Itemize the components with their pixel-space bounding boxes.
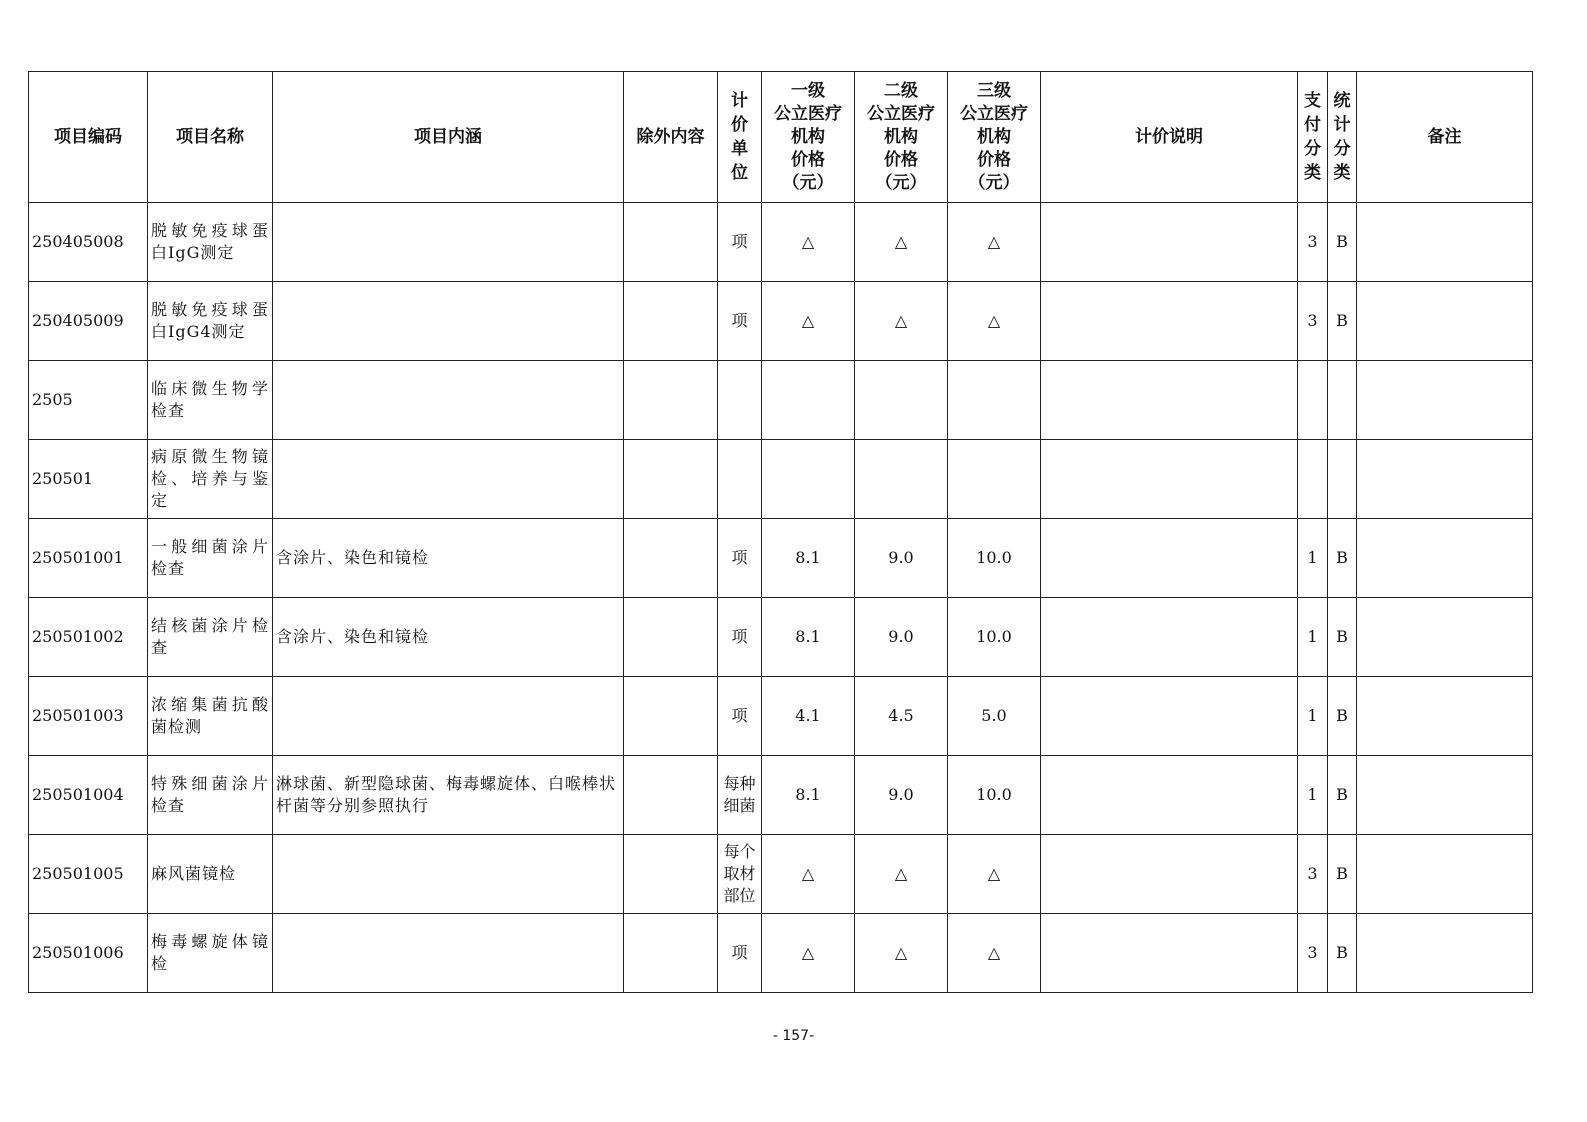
header-price2-line: （元） — [875, 172, 927, 193]
cell-price1: 8.1 — [762, 519, 855, 598]
cell-remark — [1357, 519, 1533, 598]
cell-name: 梅毒螺旋体镜检 — [148, 914, 273, 993]
cell-price1: 4.1 — [762, 677, 855, 756]
cell-price1: △ — [762, 203, 855, 282]
cell-payment: 1 — [1298, 519, 1328, 598]
cell-remark — [1357, 440, 1533, 519]
cell-name: 浓缩集菌抗酸菌检测 — [148, 677, 273, 756]
header-code: 项目编码 — [29, 72, 148, 203]
cell-content — [273, 361, 624, 440]
header-price2 — [855, 72, 948, 203]
cell-excluded — [624, 598, 718, 677]
table-row — [29, 756, 1533, 835]
cell-content — [273, 440, 624, 519]
cell-price1: △ — [762, 835, 855, 914]
cell-explanation — [1041, 519, 1298, 598]
table-row — [29, 835, 1533, 914]
cell-unit: 项 — [718, 914, 762, 993]
cell-stat — [1328, 361, 1357, 440]
header-price1 — [762, 72, 855, 203]
cell-excluded — [624, 677, 718, 756]
cell-price2: 9.0 — [855, 598, 948, 677]
cell-price3: 10.0 — [948, 519, 1041, 598]
cell-content — [273, 914, 624, 993]
cell-code: 250501005 — [29, 835, 148, 914]
cell-content — [273, 282, 624, 361]
header-explanation: 计价说明 — [1041, 72, 1298, 203]
cell-payment: 1 — [1298, 756, 1328, 835]
cell-name: 一般细菌涂片检查 — [148, 519, 273, 598]
table-row — [29, 598, 1533, 677]
cell-price1 — [762, 361, 855, 440]
header-price1-line: （元） — [782, 172, 834, 193]
cell-stat: B — [1328, 914, 1357, 993]
cell-excluded — [624, 756, 718, 835]
cell-content — [273, 677, 624, 756]
cell-remark — [1357, 835, 1533, 914]
header-price1-line: 价格 — [791, 149, 825, 170]
cell-payment: 1 — [1298, 677, 1328, 756]
cell-price1 — [762, 440, 855, 519]
cell-price2: △ — [855, 914, 948, 993]
cell-price1: 8.1 — [762, 598, 855, 677]
cell-remark — [1357, 914, 1533, 993]
table-row — [29, 361, 1533, 440]
header-price1-line: 公立医疗 — [774, 103, 842, 124]
cell-price3: 5.0 — [948, 677, 1041, 756]
header-price2-line: 机构 — [884, 126, 918, 147]
cell-unit: 项 — [718, 519, 762, 598]
cell-content: 含涂片、染色和镜检 — [273, 598, 624, 677]
cell-name: 结核菌涂片检查 — [148, 598, 273, 677]
cell-unit: 项 — [718, 677, 762, 756]
cell-stat — [1328, 440, 1357, 519]
cell-excluded — [624, 282, 718, 361]
cell-unit: 项 — [718, 203, 762, 282]
cell-price1: △ — [762, 914, 855, 993]
cell-price1: △ — [762, 282, 855, 361]
cell-code: 250501003 — [29, 677, 148, 756]
cell-stat: B — [1328, 203, 1357, 282]
cell-payment — [1298, 440, 1328, 519]
cell-remark — [1357, 598, 1533, 677]
cell-code: 250405008 — [29, 203, 148, 282]
cell-payment: 3 — [1298, 282, 1328, 361]
cell-content: 淋球菌、新型隐球菌、梅毒螺旋体、白喉棒状杆菌等分别参照执行 — [273, 756, 624, 835]
header-row — [29, 72, 1533, 203]
header-excluded: 除外内容 — [624, 72, 718, 203]
cell-code: 250405009 — [29, 282, 148, 361]
header-remark: 备注 — [1357, 72, 1533, 203]
cell-unit: 每种细菌 — [718, 756, 762, 835]
cell-content: 含涂片、染色和镜检 — [273, 519, 624, 598]
cell-price3 — [948, 361, 1041, 440]
header-name: 项目名称 — [148, 72, 273, 203]
cell-unit — [718, 361, 762, 440]
header-payment-text: 支付分类 — [1304, 91, 1321, 183]
cell-price2 — [855, 440, 948, 519]
table-row — [29, 519, 1533, 598]
cell-payment: 3 — [1298, 914, 1328, 993]
header-price1-line: 一级 — [791, 80, 825, 101]
header-price3-line: 价格 — [977, 149, 1011, 170]
header-price2-line: 价格 — [884, 149, 918, 170]
cell-price3: △ — [948, 835, 1041, 914]
table-row — [29, 677, 1533, 756]
header-unit-text: 计价单位 — [731, 91, 748, 183]
cell-stat: B — [1328, 756, 1357, 835]
header-stat — [1328, 72, 1357, 203]
cell-price3: △ — [948, 203, 1041, 282]
cell-remark — [1357, 361, 1533, 440]
cell-excluded — [624, 440, 718, 519]
cell-code: 250501 — [29, 440, 148, 519]
cell-stat: B — [1328, 835, 1357, 914]
header-price3 — [948, 72, 1041, 203]
table-row — [29, 203, 1533, 282]
cell-stat: B — [1328, 677, 1357, 756]
cell-price2: 4.5 — [855, 677, 948, 756]
table-row — [29, 440, 1533, 519]
cell-code: 250501001 — [29, 519, 148, 598]
cell-name: 脱敏免疫球蛋白IgG测定 — [148, 203, 273, 282]
cell-price3 — [948, 440, 1041, 519]
cell-content — [273, 835, 624, 914]
table-row — [29, 914, 1533, 993]
cell-explanation — [1041, 440, 1298, 519]
cell-code: 250501006 — [29, 914, 148, 993]
header-content: 项目内涵 — [273, 72, 624, 203]
header-price1-line: 机构 — [791, 126, 825, 147]
cell-remark — [1357, 677, 1533, 756]
header-payment — [1298, 72, 1328, 203]
cell-price2 — [855, 361, 948, 440]
cell-content — [273, 203, 624, 282]
cell-price2: 9.0 — [855, 756, 948, 835]
header-price2-line: 二级 — [884, 80, 918, 101]
cell-code: 250501002 — [29, 598, 148, 677]
cell-price1: 8.1 — [762, 756, 855, 835]
header-price3-line: 机构 — [977, 126, 1011, 147]
header-price3-line: 三级 — [977, 80, 1011, 101]
cell-explanation — [1041, 361, 1298, 440]
header-price2-line: 公立医疗 — [867, 103, 935, 124]
cell-remark — [1357, 282, 1533, 361]
cell-payment: 3 — [1298, 203, 1328, 282]
cell-price2: △ — [855, 835, 948, 914]
cell-name: 病原微生物镜检、培养与鉴定 — [148, 440, 273, 519]
cell-name: 临床微生物学检查 — [148, 361, 273, 440]
cell-explanation — [1041, 203, 1298, 282]
cell-unit: 每个取材部位 — [718, 835, 762, 914]
cell-unit: 项 — [718, 598, 762, 677]
cell-excluded — [624, 203, 718, 282]
header-price3-line: （元） — [968, 172, 1020, 193]
cell-explanation — [1041, 677, 1298, 756]
cell-unit — [718, 440, 762, 519]
cell-payment: 1 — [1298, 598, 1328, 677]
cell-code: 250501004 — [29, 756, 148, 835]
cell-price3: 10.0 — [948, 756, 1041, 835]
cell-explanation — [1041, 835, 1298, 914]
price-table — [28, 71, 1533, 993]
cell-price3: 10.0 — [948, 598, 1041, 677]
page-number: - 157- — [772, 1028, 815, 1044]
cell-explanation — [1041, 598, 1298, 677]
header-unit — [718, 72, 762, 203]
cell-price2: 9.0 — [855, 519, 948, 598]
cell-stat: B — [1328, 282, 1357, 361]
cell-stat: B — [1328, 519, 1357, 598]
cell-explanation — [1041, 282, 1298, 361]
table-body — [29, 203, 1533, 993]
cell-explanation — [1041, 756, 1298, 835]
cell-payment — [1298, 361, 1328, 440]
cell-excluded — [624, 361, 718, 440]
cell-price2: △ — [855, 282, 948, 361]
cell-remark — [1357, 756, 1533, 835]
cell-unit: 项 — [718, 282, 762, 361]
cell-excluded — [624, 519, 718, 598]
cell-name: 脱敏免疫球蛋白IgG4测定 — [148, 282, 273, 361]
header-price3-line: 公立医疗 — [960, 103, 1028, 124]
cell-remark — [1357, 203, 1533, 282]
cell-price2: △ — [855, 203, 948, 282]
cell-stat: B — [1328, 598, 1357, 677]
cell-name: 麻风菌镜检 — [148, 835, 273, 914]
cell-explanation — [1041, 914, 1298, 993]
cell-name: 特殊细菌涂片检查 — [148, 756, 273, 835]
cell-code: 2505 — [29, 361, 148, 440]
cell-price3: △ — [948, 914, 1041, 993]
cell-payment: 3 — [1298, 835, 1328, 914]
cell-excluded — [624, 835, 718, 914]
cell-price3: △ — [948, 282, 1041, 361]
header-stat-text: 统计分类 — [1333, 91, 1351, 183]
cell-excluded — [624, 914, 718, 993]
table-row — [29, 282, 1533, 361]
